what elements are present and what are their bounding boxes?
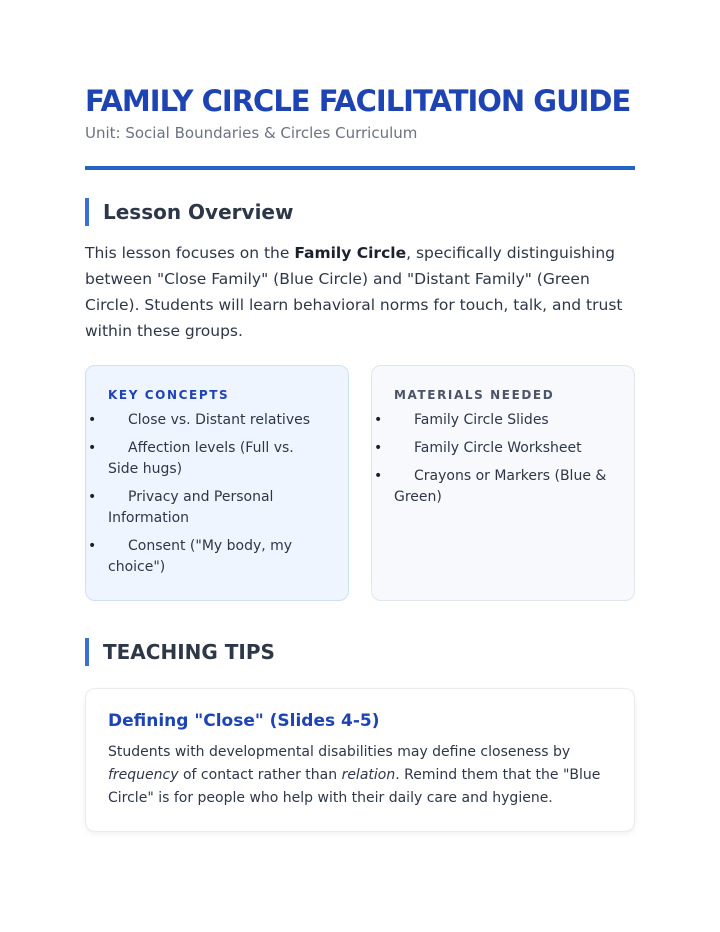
list-item: • Crayons or Markers (Blue & Green) (394, 466, 612, 508)
tip-text-3: . Remind them that the "Blue Circle" is for people who help with their daily care and hygiene. (108, 767, 601, 806)
key-concepts-card (85, 365, 349, 601)
lesson-overview-heading: Lesson Overview (85, 198, 293, 226)
page-title: FAMILY CIRCLE FACILITATION GUIDE (85, 84, 631, 118)
teaching-tips-heading: TEACHING TIPS (85, 638, 275, 666)
list-item: • Privacy and Personal Information (108, 487, 326, 529)
list-item: • Close vs. Distant relatives (108, 410, 326, 431)
tip-text-1: Students with developmental disabilities may define closeness by (108, 744, 571, 760)
key-concepts-title: KEY CONCEPTS (108, 388, 230, 402)
overview-text-end: , specifically distinguishing between "Close Family" (Blue Circle) and "Distant Family" (Green Circle). Students will learn behavioral norms for touch, talk, and trust within these groups. (85, 244, 623, 340)
materials-needed-card (371, 365, 635, 601)
teaching-tip-title: Defining "Close" (Slides 4-5) (108, 711, 380, 731)
tip-text-2: of contact rather than (178, 767, 342, 783)
tip-emphasis-relation: relation (341, 767, 396, 783)
list-item: • Consent ("My body, my choice") (108, 536, 326, 578)
materials-needed-title: MATERIALS NEEDED (394, 388, 555, 402)
list-item: • Affection levels (Full vs. Side hugs) (108, 438, 326, 480)
tip-emphasis-frequency: frequency (108, 767, 179, 783)
list-item: • Family Circle Worksheet (394, 438, 612, 459)
overview-text-bold: Family Circle (294, 244, 407, 262)
materials-needed-list (394, 410, 612, 508)
overview-text-start: This lesson focuses on the (85, 244, 295, 262)
list-item: • Family Circle Slides (394, 410, 612, 431)
teaching-tip-card (85, 688, 635, 832)
lesson-overview-text (85, 240, 645, 344)
teaching-tip-body (108, 741, 612, 810)
header-divider (85, 166, 635, 170)
key-concepts-list (108, 410, 326, 578)
page-subtitle: Unit: Social Boundaries & Circles Curriculum (85, 124, 418, 142)
